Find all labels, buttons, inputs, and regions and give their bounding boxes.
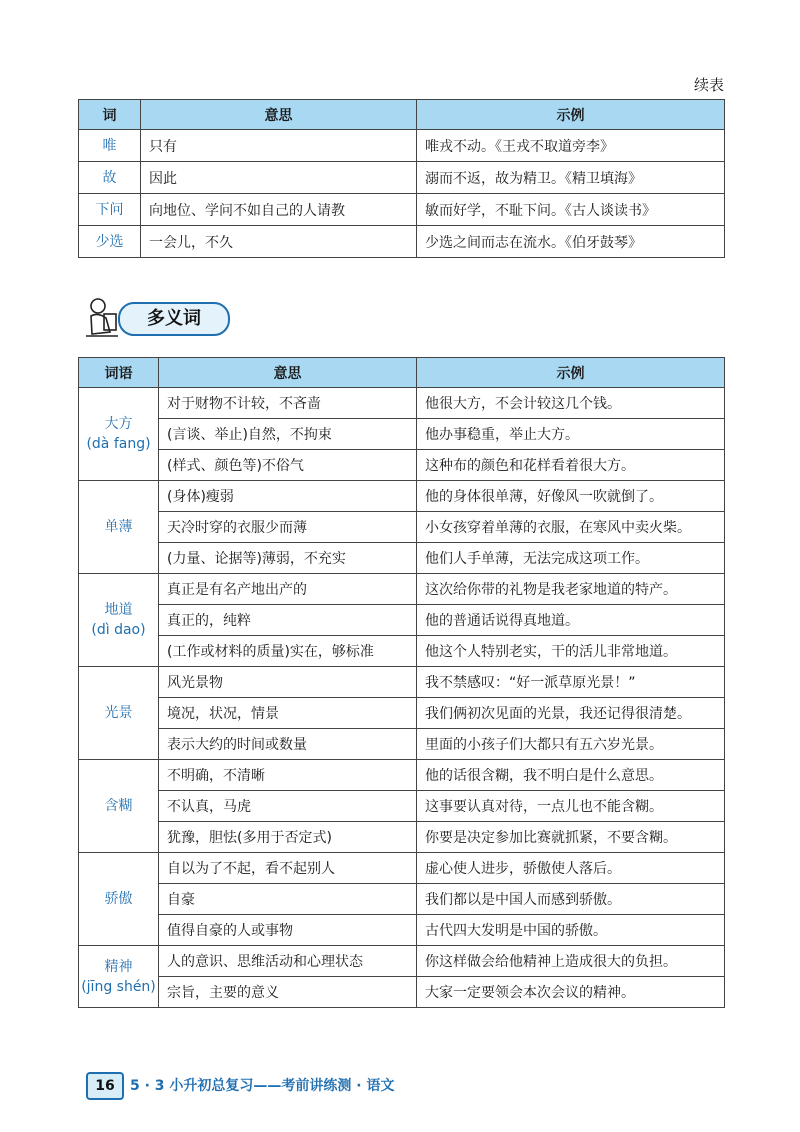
word-cell [79,388,159,481]
table-row [79,450,725,481]
word-text: 精神 [104,958,133,975]
example-cell: 他办事稳重，举止大方。 [417,419,725,450]
table-row [79,130,725,162]
table-row [79,388,725,419]
table-row [79,791,725,822]
word-cell [79,481,159,574]
table-row [79,822,725,853]
table-row [79,226,725,258]
table-row [79,543,725,574]
example-cell: 我不禁感叹：“好一派草原光景！” [417,667,725,698]
word-cell: 下问 [79,194,141,226]
table-row [79,760,725,791]
word-cell [79,853,159,946]
meaning-cell: 不认真，马虎 [159,791,417,822]
example-cell: 这事要认真对待，一点儿也不能含糊。 [417,791,725,822]
example-cell: 这种布的颜色和花样看着很大方。 [417,450,725,481]
word-text: 光景 [104,705,133,721]
table-row [79,946,725,977]
section-title: 多义词 [118,302,230,336]
example-cell: 他很大方，不会计较这几个钱。 [417,388,725,419]
meaning-cell: 自以为了不起，看不起别人 [159,853,417,884]
word-cell: 故 [79,162,141,194]
meaning-cell: (身体)瘦弱 [159,481,417,512]
table-row [79,884,725,915]
meaning-cell: 人的意识、思维活动和心理状态 [159,946,417,977]
example-cell: 他的话很含糊，我不明白是什么意思。 [417,760,725,791]
example-cell: 里面的小孩子们大都只有五六岁光景。 [417,729,725,760]
meaning-cell: (工作或材料的质量)实在，够标准 [159,636,417,667]
meaning-cell: 境况，状况，情景 [159,698,417,729]
word-text: 含糊 [104,798,133,814]
example-cell: 他这个人特别老实，干的活儿非常地道。 [417,636,725,667]
table-row [79,977,725,1008]
meaning-cell: 风光景物 [159,667,417,698]
meaning-cell: 对于财物不计较，不吝啬 [159,388,417,419]
table-header-row [79,100,725,130]
table-header-row [79,358,725,388]
column-header-meaning: 意思 [159,358,417,388]
word-cell: 少选 [79,226,141,258]
example-cell: 小女孩穿着单薄的衣服，在寒风中卖火柴。 [417,512,725,543]
example-cell: 大家一定要领会本次会议的精神。 [417,977,725,1008]
table-row [79,481,725,512]
meaning-cell: 一会儿，不久 [141,226,417,258]
table-row [79,419,725,450]
example-cell: 少选之间而志在流水。《伯牙鼓琴》 [417,226,725,258]
column-header-example: 示例 [417,100,725,130]
word-pinyin: (dì dao) [91,622,146,638]
word-text: 骄傲 [104,891,133,907]
page-number: 16 [86,1072,124,1100]
meaning-cell: 向地位、学问不如自己的人请教 [141,194,417,226]
word-pinyin: (jīng shén) [81,978,156,995]
meaning-cell: 宗旨，主要的意义 [159,977,417,1008]
meaning-cell: (力量、论据等)薄弱，不充实 [159,543,417,574]
word-text: 大方 [104,416,133,432]
example-cell: 敏而好学，不耻下问。《古人谈读书》 [417,194,725,226]
word-cell: 唯 [79,130,141,162]
example-cell: 他的普通话说得真地道。 [417,605,725,636]
table-row [79,194,725,226]
column-header-example: 示例 [417,358,725,388]
continued-label: 续表 [693,76,724,94]
table-row [79,698,725,729]
table-row [79,636,725,667]
polysemy-table [78,357,725,1008]
table-row [79,853,725,884]
table-row [79,162,725,194]
table-row [79,667,725,698]
word-cell [79,574,159,667]
example-cell: 溺而不返，故为精卫。《精卫填海》 [417,162,725,194]
table-row [79,915,725,946]
table-row [79,574,725,605]
table-row [79,605,725,636]
column-header-word: 词 [79,100,141,130]
example-cell: 他们人手单薄，无法完成这项工作。 [417,543,725,574]
word-text: 单薄 [104,519,133,535]
meaning-cell: 真正是有名产地出产的 [159,574,417,605]
meaning-cell: 天冷时穿的衣服少而薄 [159,512,417,543]
column-header-word: 词语 [79,358,159,388]
example-cell: 我们俩初次见面的光景，我还记得很清楚。 [417,698,725,729]
column-header-meaning: 意思 [141,100,417,130]
meaning-cell: 真正的，纯粹 [159,605,417,636]
word-cell [79,667,159,760]
word-text: 地道 [104,602,133,618]
vocab-table [78,99,725,258]
example-cell: 你要是决定参加比赛就抓紧，不要含糊。 [417,822,725,853]
meaning-cell: 不明确，不清晰 [159,760,417,791]
example-cell: 他的身体很单薄，好像风一吹就倒了。 [417,481,725,512]
meaning-cell: 值得自豪的人或事物 [159,915,417,946]
table-row [79,729,725,760]
word-cell [79,946,159,1008]
example-cell: 你这样做会给他精神上造成很大的负担。 [417,946,725,977]
example-cell: 我们都以是中国人而感到骄傲。 [417,884,725,915]
example-cell: 古代四大发明是中国的骄傲。 [417,915,725,946]
book-title: 5 · 3 小升初总复习——考前讲练测 · 语文 [130,1078,395,1094]
meaning-cell: 表示大约的时间或数量 [159,729,417,760]
example-cell: 唯戎不动。《王戎不取道旁李》 [417,130,725,162]
meaning-cell: (言谈、举止)自然，不拘束 [159,419,417,450]
meaning-cell: (样式、颜色等)不俗气 [159,450,417,481]
table-row [79,512,725,543]
meaning-cell: 只有 [141,130,417,162]
example-cell: 这次给你带的礼物是我老家地道的特产。 [417,574,725,605]
meaning-cell: 自豪 [159,884,417,915]
meaning-cell: 因此 [141,162,417,194]
word-pinyin: (dà fang) [86,436,151,452]
meaning-cell: 犹豫，胆怯(多用于否定式) [159,822,417,853]
example-cell: 虚心使人进步，骄傲使人落后。 [417,853,725,884]
word-cell [79,760,159,853]
